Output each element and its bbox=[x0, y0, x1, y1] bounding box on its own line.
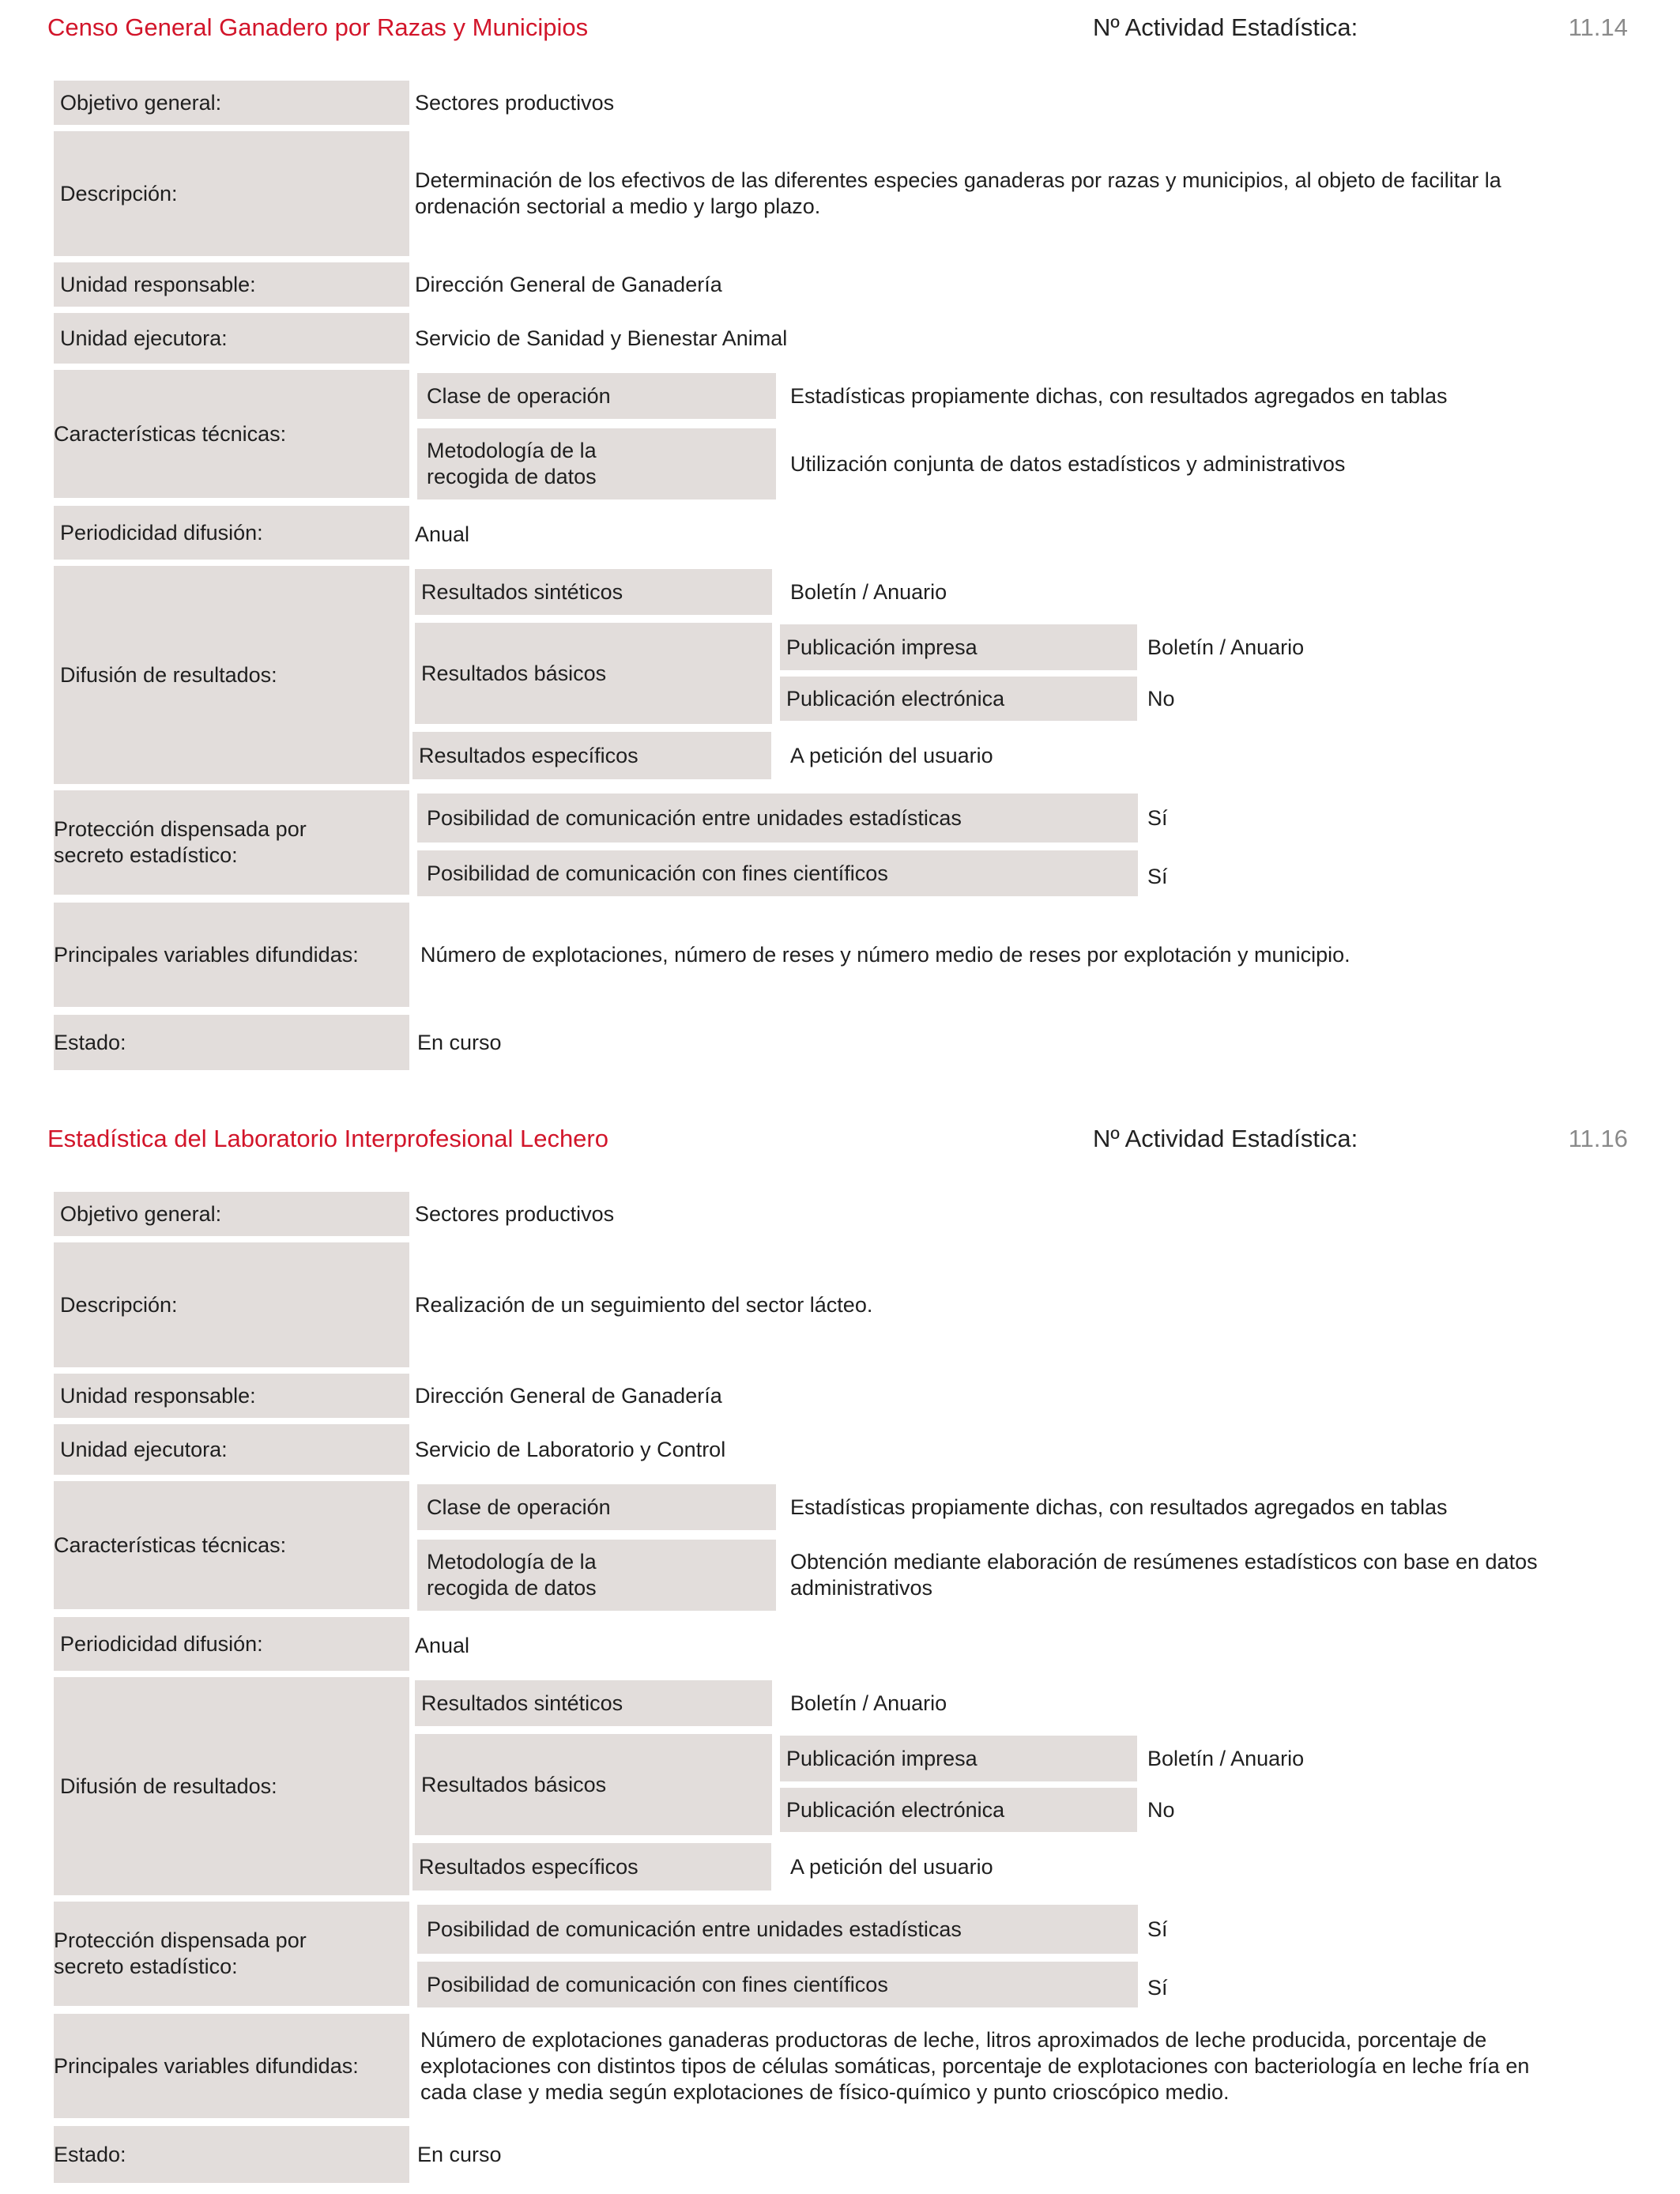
activity-number: 11.16 bbox=[1568, 1125, 1628, 1152]
publicacion-impresa-value: Boletín / Anuario bbox=[1147, 635, 1305, 659]
difusion-label: Difusión de resultados: bbox=[54, 1677, 409, 1895]
publicacion-impresa-label: Publicación impresa bbox=[780, 1736, 1137, 1781]
proteccion-label: Protección dispensada por secreto estadístico: bbox=[54, 790, 409, 895]
clase-operacion-label: Clase de operación bbox=[417, 373, 776, 419]
estado-value: En curso bbox=[417, 2142, 502, 2166]
unidad-responsable-value: Dirección General de Ganadería bbox=[415, 272, 722, 296]
periodicidad-label: Periodicidad difusión: bbox=[54, 506, 409, 560]
resultados-sinteticos-label: Resultados sintéticos bbox=[415, 569, 772, 615]
difusion-label: Difusión de resultados: bbox=[54, 566, 409, 784]
resultados-especificos-value: A petición del usuario bbox=[790, 743, 993, 767]
publicacion-electronica-label: Publicación electrónica bbox=[780, 1788, 1137, 1832]
variables-value: Número de explotaciones ganaderas productoras de leche, litros aproximados de leche producida, porcentaje de explotaciones con distintos tipos de células somáticas, porcentaje de explotaciones con bacteriología en leche fría en cada clase y media según explotaciones de físico-químico y punto crioscópico medio. bbox=[420, 2027, 1530, 2104]
caracteristicas-label: Características técnicas: bbox=[54, 1481, 409, 1609]
metodologia-label: Metodología de la recogida de datos bbox=[417, 428, 776, 499]
descripcion-label: Descripción: bbox=[54, 131, 409, 256]
publicacion-electronica-value: No bbox=[1147, 686, 1175, 711]
resultados-especificos-value: A petición del usuario bbox=[790, 1854, 993, 1879]
objetivo-value: Sectores productivos bbox=[415, 1201, 615, 1226]
metodologia-value: Utilización conjunta de datos estadísticos y administrativos bbox=[790, 451, 1346, 476]
publicacion-impresa-value: Boletín / Anuario bbox=[1147, 1746, 1305, 1770]
periodicidad-label: Periodicidad difusión: bbox=[54, 1617, 409, 1671]
estado-label: Estado: bbox=[54, 2126, 409, 2183]
metodologia-label: Metodología de la recogida de datos bbox=[417, 1540, 776, 1611]
comunicacion-unidades-value: Sí bbox=[1147, 1917, 1168, 1941]
clase-operacion-value: Estadísticas propiamente dichas, con resultados agregados en tablas bbox=[790, 383, 1448, 408]
unidad-ejecutora-value: Servicio de Laboratorio y Control bbox=[415, 1437, 726, 1461]
objetivo-label: Objetivo general: bbox=[54, 81, 409, 125]
resultados-especificos-label: Resultados específicos bbox=[412, 1843, 771, 1891]
resultados-sinteticos-value: Boletín / Anuario bbox=[790, 579, 947, 604]
comunicacion-unidades-label: Posibilidad de comunicación entre unidades estadísticas bbox=[417, 794, 1138, 843]
comunicacion-cientificos-label: Posibilidad de comunicación con fines científicos bbox=[417, 1962, 1138, 2007]
objetivo-label: Objetivo general: bbox=[54, 1192, 409, 1236]
activity-number-label: Nº Actividad Estadística: bbox=[1093, 1125, 1358, 1152]
objetivo-value: Sectores productivos bbox=[415, 90, 615, 115]
proteccion-label: Protección dispensada por secreto estadístico: bbox=[54, 1902, 409, 2006]
resultados-basicos-label: Resultados básicos bbox=[415, 623, 772, 724]
resultados-sinteticos-label: Resultados sintéticos bbox=[415, 1680, 772, 1726]
unidad-ejecutora-value: Servicio de Sanidad y Bienestar Animal bbox=[415, 326, 788, 350]
resultados-especificos-label: Resultados específicos bbox=[412, 732, 771, 779]
resultados-sinteticos-value: Boletín / Anuario bbox=[790, 1691, 947, 1715]
metodologia-value: Obtención mediante elaboración de resúmenes estadísticos con base en datos administrativos bbox=[790, 1550, 1538, 1600]
periodicidad-value: Anual bbox=[415, 522, 470, 546]
variables-label: Principales variables difundidas: bbox=[54, 903, 409, 1007]
clase-operacion-value: Estadísticas propiamente dichas, con resultados agregados en tablas bbox=[790, 1495, 1448, 1519]
descripcion-label: Descripción: bbox=[54, 1242, 409, 1367]
estado-value: En curso bbox=[417, 1030, 502, 1054]
clase-operacion-label: Clase de operación bbox=[417, 1484, 776, 1530]
publicacion-impresa-label: Publicación impresa bbox=[780, 624, 1137, 670]
comunicacion-cientificos-value: Sí bbox=[1147, 864, 1168, 888]
comunicacion-unidades-value: Sí bbox=[1147, 805, 1168, 830]
descripcion-value: Realización de un seguimiento del sector lácteo. bbox=[415, 1292, 873, 1317]
activity-number-label: Nº Actividad Estadística: bbox=[1093, 13, 1358, 41]
section-title: Estadística del Laboratorio Interprofesional Lechero bbox=[47, 1125, 608, 1152]
comunicacion-unidades-label: Posibilidad de comunicación entre unidades estadísticas bbox=[417, 1905, 1138, 1954]
estado-label: Estado: bbox=[54, 1015, 409, 1070]
publicacion-electronica-label: Publicación electrónica bbox=[780, 677, 1137, 721]
descripcion-value: Determinación de los efectivos de las diferentes especies ganaderas por razas y municipios, al objeto de facilitar la ordenación sectorial a medio y largo plazo. bbox=[415, 168, 1501, 218]
periodicidad-value: Anual bbox=[415, 1633, 470, 1657]
publicacion-electronica-value: No bbox=[1147, 1797, 1175, 1822]
unidad-ejecutora-label: Unidad ejecutora: bbox=[54, 1424, 409, 1475]
unidad-ejecutora-label: Unidad ejecutora: bbox=[54, 313, 409, 364]
variables-value: Número de explotaciones, número de reses y número medio de reses por explotación y municipio. bbox=[420, 942, 1350, 967]
unidad-responsable-label: Unidad responsable: bbox=[54, 1374, 409, 1418]
comunicacion-cientificos-value: Sí bbox=[1147, 1975, 1168, 2000]
resultados-basicos-label: Resultados básicos bbox=[415, 1734, 772, 1835]
caracteristicas-label: Características técnicas: bbox=[54, 370, 409, 498]
unidad-responsable-label: Unidad responsable: bbox=[54, 262, 409, 307]
unidad-responsable-value: Dirección General de Ganadería bbox=[415, 1383, 722, 1408]
section-title: Censo General Ganadero por Razas y Municipios bbox=[47, 13, 589, 41]
activity-number: 11.14 bbox=[1568, 13, 1628, 41]
comunicacion-cientificos-label: Posibilidad de comunicación con fines científicos bbox=[417, 850, 1138, 896]
variables-label: Principales variables difundidas: bbox=[54, 2014, 409, 2118]
